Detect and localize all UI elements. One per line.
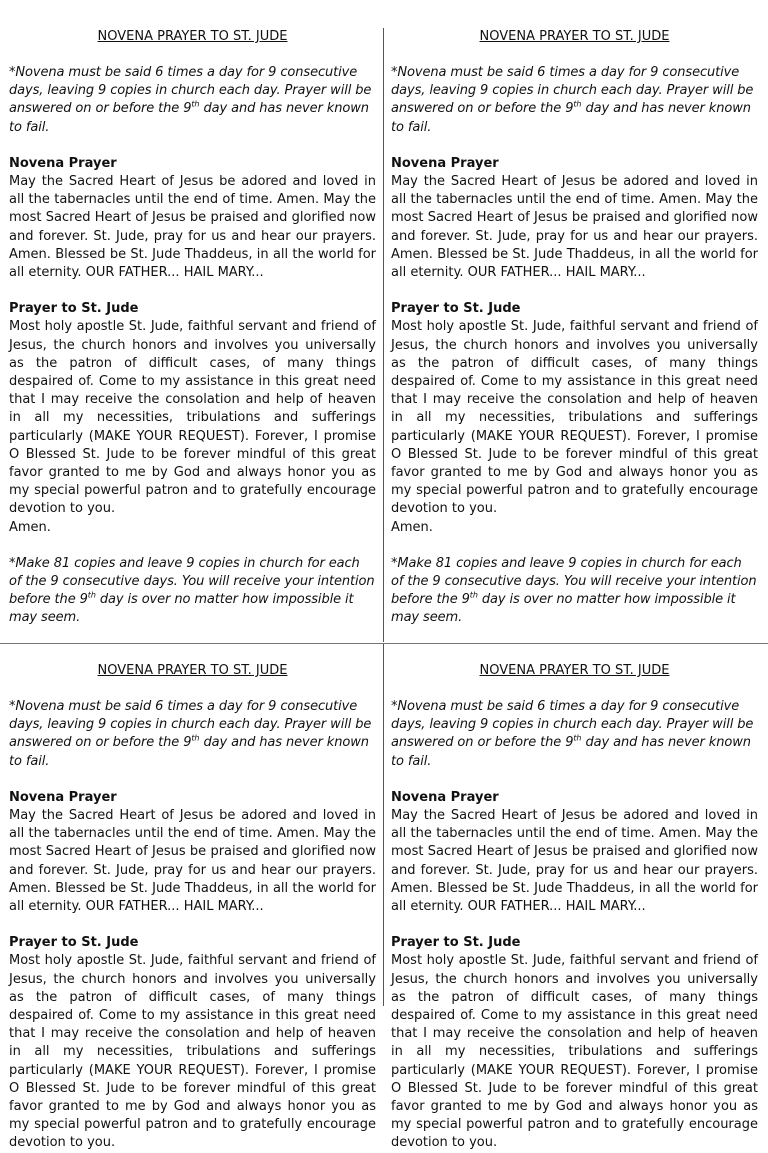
jude-heading: Prayer to St. Jude (9, 935, 139, 951)
intro-note-text: *Novena must be said 6 times a day for 9 consecutive days, leaving 9 copies in church each day. Prayer will be answered on or before the 9 (9, 699, 372, 751)
closing-note-text: *Make 81 copies and leave 9 copies in church for each of the 9 consecutive days. You will receive your intention before the 9 (9, 555, 375, 608)
closing-note-text-end: day is over no matter how impossible it may seem. (391, 592, 736, 626)
closing-note-text-end: day is over no matter how impossible it may seem. (9, 592, 354, 626)
amen-text: Amen. (9, 519, 51, 535)
novena-heading: Novena Prayer (9, 789, 117, 805)
intro-note-text: *Novena must be said 6 times a day for 9 consecutive days, leaving 9 copies in church each day. Prayer will be answered on or before the 9 (391, 65, 754, 117)
novena-text: May the Sacred Heart of Jesus be adored and loved in all the tabernacles until the end of time. Amen. May the most Sacred Heart of Jesus be praised and glorified now and forever. St. Jude, pray for us and hear our prayers. Amen. Blessed be St. Jude Thaddeus, in all the world for all eternity. OUR FATHER... HAIL MARY... (9, 808, 376, 915)
jude-heading: Prayer to St. Jude (9, 301, 139, 317)
novena-text: May the Sacred Heart of Jesus be adored and loved in all the tabernacles until the end of time. Amen. May the most Sacred Heart of Jesus be praised and glorified now and forever. St. Jude, pray for us and hear our prayers. Amen. Blessed be St. Jude Thaddeus, in all the world for all eternity. OUR FATHER... HAIL MARY... (391, 808, 758, 915)
card-title: NOVENA PRAYER TO ST. JUDE (97, 663, 288, 678)
prayer-card-bottom-left (0, 662, 384, 1151)
intro-note (9, 698, 376, 771)
intro-note-text-end: day and has never known to fail. (9, 735, 369, 769)
closing-note (391, 555, 758, 628)
intro-note (9, 64, 376, 137)
intro-note-text: *Novena must be said 6 times a day for 9 consecutive days, leaving 9 copies in church each day. Prayer will be answered on or before the 9 (391, 699, 754, 751)
novena-heading: Novena Prayer (391, 789, 499, 805)
closing-note-sup: th (87, 590, 96, 600)
intro-note-sup: th (191, 100, 200, 110)
jude-text: Most holy apostle St. Jude, faithful servant and friend of Jesus, the church honors and involves you universally as the patron of difficult cases, of many things despaired of. Come to my assistance in this great need that I may receive the consolation and help of heaven in all my necessities, tribulations and sufferings particularly (MAKE YOUR REQUEST). Forever, I promise O Blessed St. Jude to be forever mindful of this great favor granted to me by God and always honor you as my special powerful patron and to gratefully encourage devotion to you. (391, 319, 758, 517)
card-title: NOVENA PRAYER TO ST. JUDE (97, 29, 288, 44)
prayer-card-top-right (385, 28, 768, 640)
intro-note-sup: th (191, 734, 200, 744)
horizontal-cut-line (0, 643, 768, 644)
jude-text: Most holy apostle St. Jude, faithful servant and friend of Jesus, the church honors and involves you universally as the patron of difficult cases, of many things despaired of. Come to my assistance in this great need that I may receive the consolation and help of heaven in all my necessities, tribulations and sufferings particularly (MAKE YOUR REQUEST). Forever, I promise O Blessed St. Jude to be forever mindful of this great favor granted to me by God and always honor you as my special powerful patron and to gratefully encourage devotion to you. (391, 953, 758, 1151)
closing-note-text: *Make 81 copies and leave 9 copies in church for each of the 9 consecutive days. You will receive your intention before the 9 (391, 555, 757, 608)
card-title: NOVENA PRAYER TO ST. JUDE (479, 29, 670, 44)
intro-note-text-end: day and has never known to fail. (9, 101, 369, 135)
prayer-card-top-left (0, 28, 384, 640)
jude-heading: Prayer to St. Jude (391, 301, 521, 317)
novena-heading: Novena Prayer (9, 155, 117, 171)
jude-heading: Prayer to St. Jude (391, 935, 521, 951)
closing-note (9, 555, 376, 628)
intro-note-sup: th (573, 100, 582, 110)
jude-text: Most holy apostle St. Jude, faithful servant and friend of Jesus, the church honors and involves you universally as the patron of difficult cases, of many things despaired of. Come to my assistance in this great need that I may receive the consolation and help of heaven in all my necessities, tribulations and sufferings particularly (MAKE YOUR REQUEST). Forever, I promise O Blessed St. Jude to be forever mindful of this great favor granted to me by God and always honor you as my special powerful patron and to gratefully encourage devotion to you. (9, 953, 376, 1151)
intro-note (391, 64, 758, 137)
novena-text: May the Sacred Heart of Jesus be adored and loved in all the tabernacles until the end of time. Amen. May the most Sacred Heart of Jesus be praised and glorified now and forever. St. Jude, pray for us and hear our prayers. Amen. Blessed be St. Jude Thaddeus, in all the world for all eternity. OUR FATHER... HAIL MARY... (391, 174, 758, 281)
novena-heading: Novena Prayer (391, 155, 499, 171)
intro-note (391, 698, 758, 771)
intro-note-text-end: day and has never known to fail. (391, 101, 751, 135)
intro-note-text: *Novena must be said 6 times a day for 9 consecutive days, leaving 9 copies in church each day. Prayer will be answered on or before the 9 (9, 65, 372, 117)
intro-note-sup: th (573, 734, 582, 744)
intro-note-text-end: day and has never known to fail. (391, 735, 751, 769)
amen-text: Amen. (391, 519, 433, 535)
card-title: NOVENA PRAYER TO ST. JUDE (479, 663, 670, 678)
prayer-card-bottom-right (385, 662, 768, 1151)
novena-text: May the Sacred Heart of Jesus be adored and loved in all the tabernacles until the end of time. Amen. May the most Sacred Heart of Jesus be praised and glorified now and forever. St. Jude, pray for us and hear our prayers. Amen. Blessed be St. Jude Thaddeus, in all the world for all eternity. OUR FATHER... HAIL MARY... (9, 174, 376, 281)
closing-note-sup: th (469, 590, 478, 600)
jude-text: Most holy apostle St. Jude, faithful servant and friend of Jesus, the church honors and involves you universally as the patron of difficult cases, of many things despaired of. Come to my assistance in this great need that I may receive the consolation and help of heaven in all my necessities, tribulations and sufferings particularly (MAKE YOUR REQUEST). Forever, I promise O Blessed St. Jude to be forever mindful of this great favor granted to me by God and always honor you as my special powerful patron and to gratefully encourage devotion to you. (9, 319, 376, 517)
